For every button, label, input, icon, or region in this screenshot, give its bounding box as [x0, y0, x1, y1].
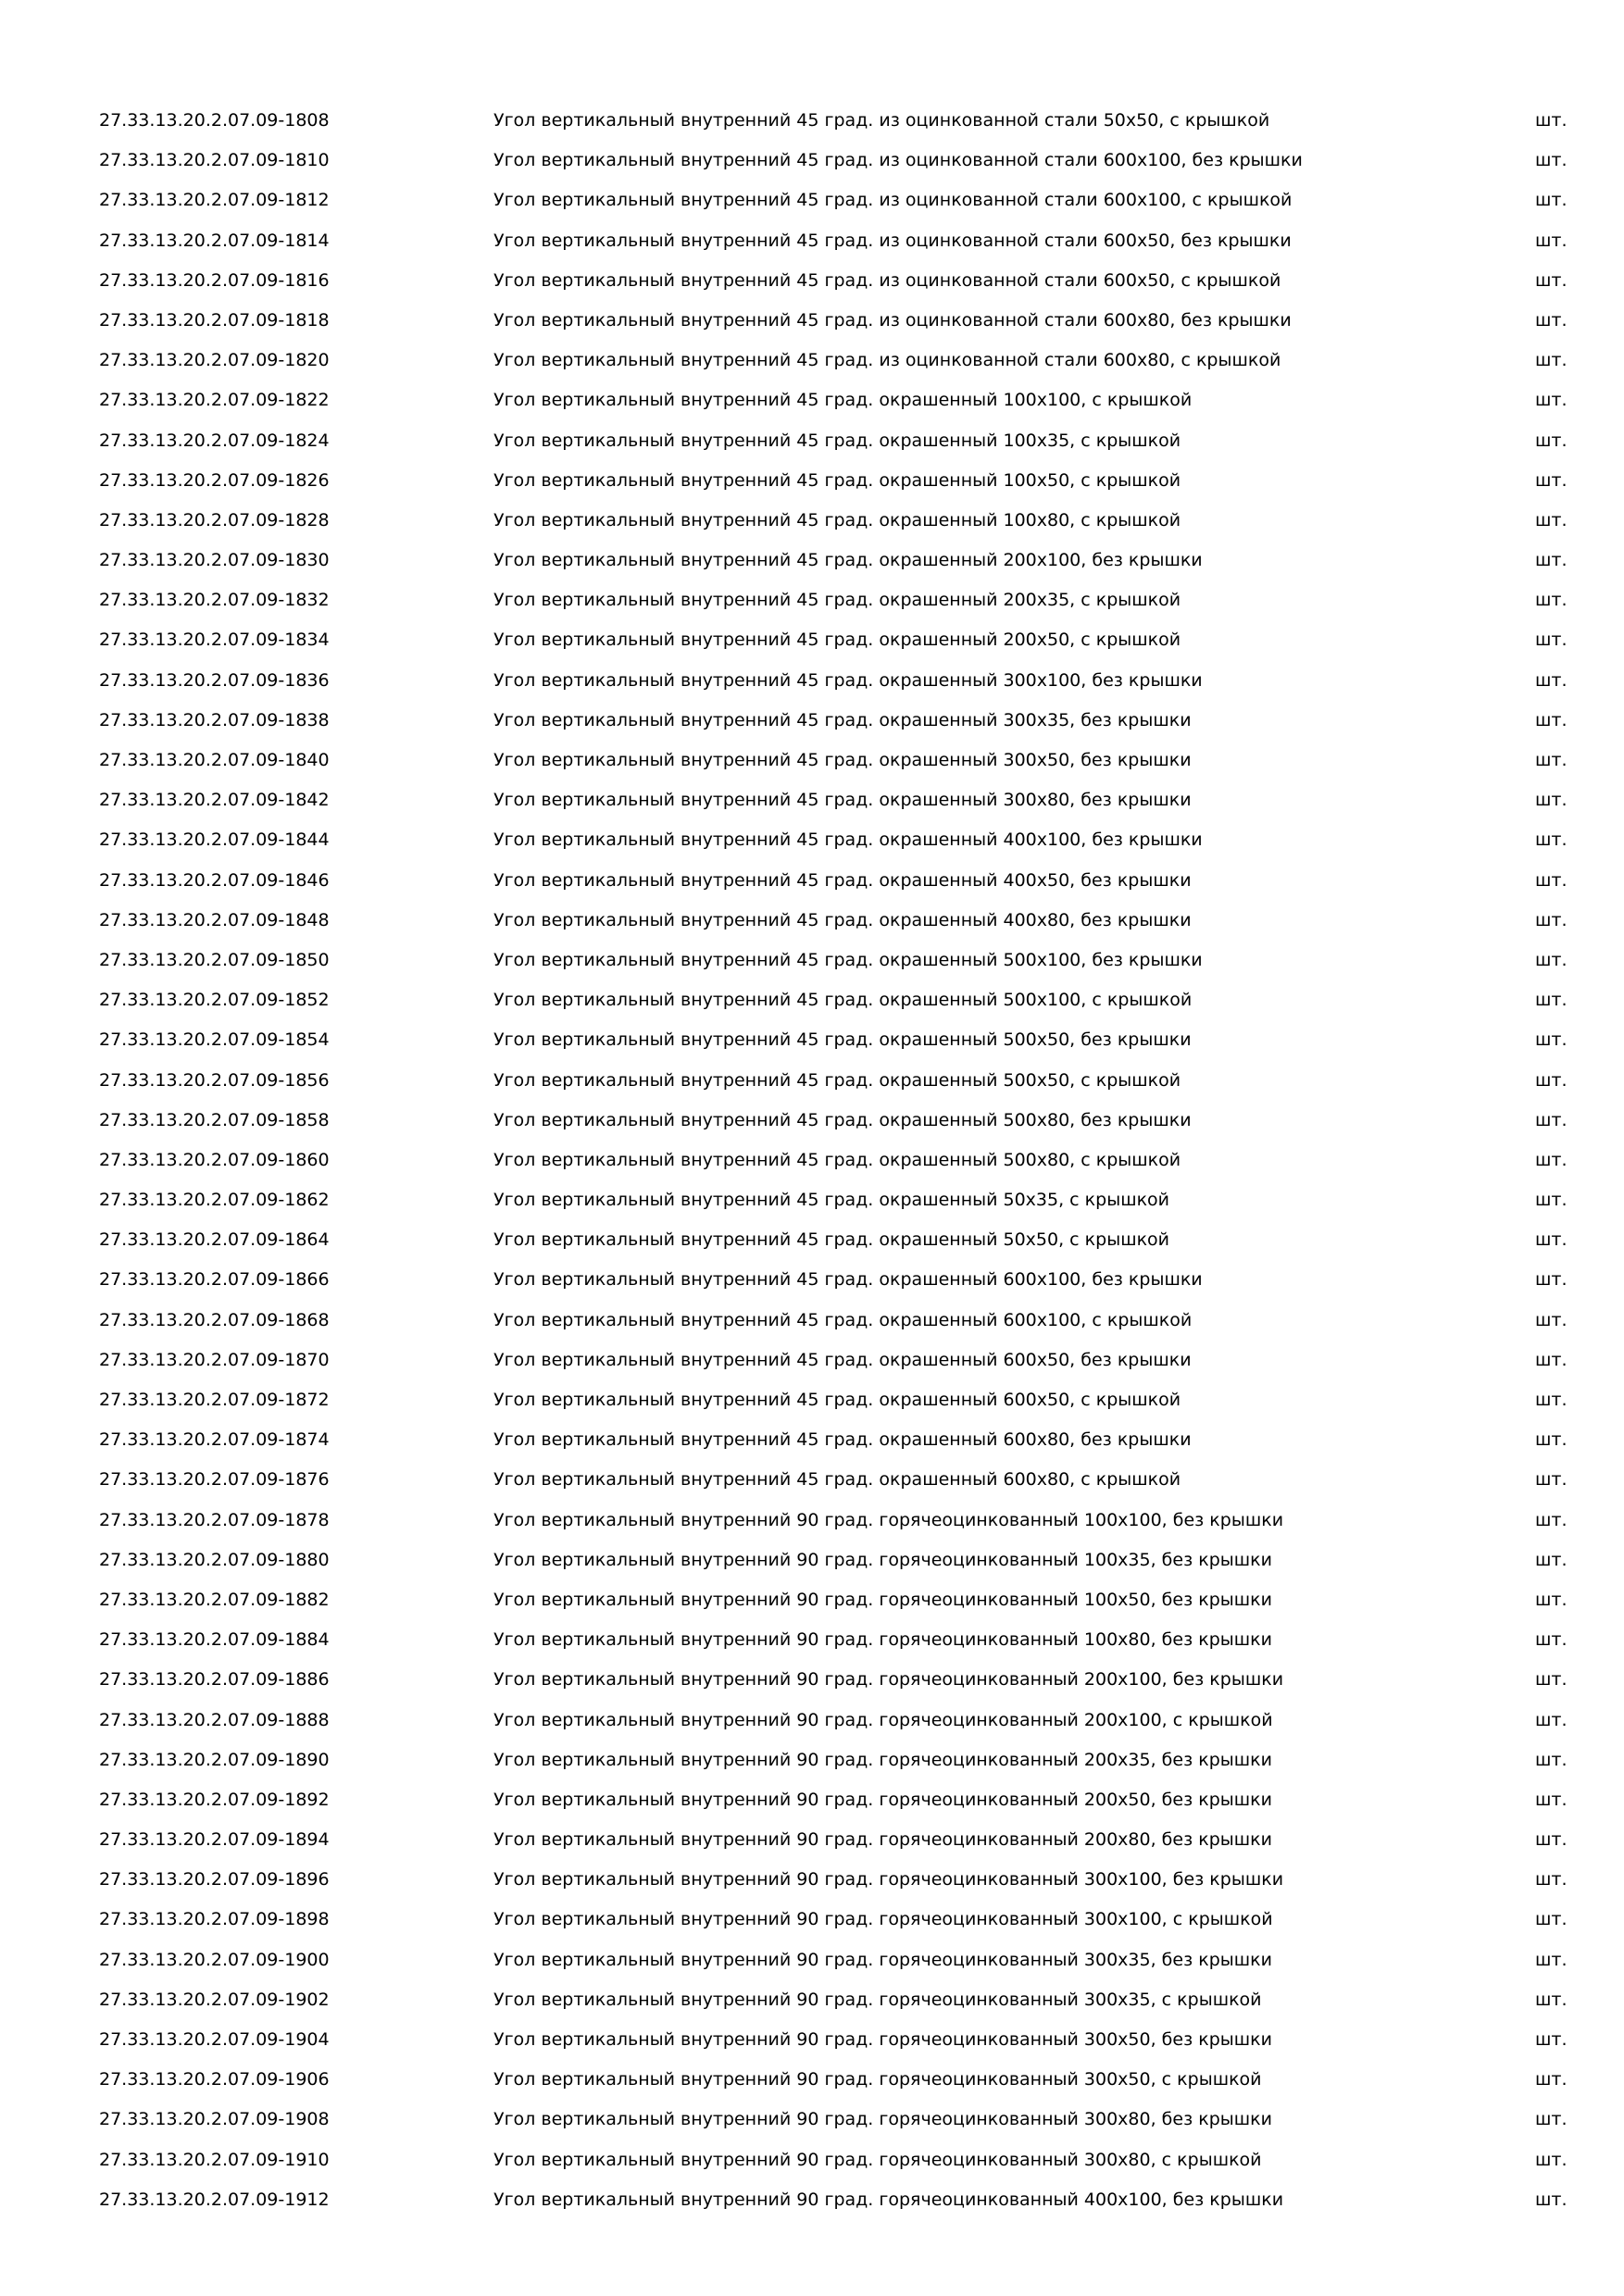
table-row	[0, 268, 1624, 308]
item-unit: шт.	[1535, 830, 1568, 851]
item-description: Угол вертикальный внутренний 45 град. окрашенный 400x100, без крышки	[493, 830, 1203, 851]
item-description: Угол вертикальный внутренний 90 град. горячеоцинкованный 200x100, без крышки	[493, 1669, 1284, 1691]
item-description: Угол вертикальный внутренний 45 град. окрашенный 500x50, с крышкой	[493, 1069, 1181, 1091]
item-unit: шт.	[1535, 1509, 1568, 1530]
table-row	[0, 1388, 1624, 1428]
item-unit: шт.	[1535, 2029, 1568, 2050]
item-description: Угол вертикальный внутренний 45 град. окрашенный 300x50, без крышки	[493, 750, 1192, 770]
item-description: Угол вертикальный внутренний 90 град. горячеоцинкованный 300x50, без крышки	[493, 2029, 1272, 2050]
table-row	[0, 1467, 1624, 1507]
item-unit: шт.	[1535, 1709, 1568, 1730]
table-row	[0, 468, 1624, 508]
item-description: Угол вертикальный внутренний 45 град. из оцинкованной стали 600x50, с крышкой	[493, 269, 1281, 291]
item-code: 27.33.13.20.2.07.09-1808	[99, 110, 330, 131]
item-description: Угол вертикальный внутренний 45 град. окрашенный 100x100, с крышкой	[493, 390, 1193, 411]
item-code: 27.33.13.20.2.07.09-1880	[99, 1549, 330, 1570]
table-row	[0, 108, 1624, 148]
item-unit: шт.	[1535, 309, 1568, 331]
table-row	[0, 1267, 1624, 1307]
table-row	[0, 1588, 1624, 1628]
item-code: 27.33.13.20.2.07.09-1856	[99, 1069, 330, 1091]
table-row	[0, 1548, 1624, 1588]
table-row	[0, 1907, 1624, 1947]
item-description: Угол вертикальный внутренний 45 град. окрашенный 50x50, с крышкой	[493, 1229, 1170, 1251]
table-row	[0, 508, 1624, 548]
item-description: Угол вертикальный внутренний 45 град. из оцинкованной стали 600x100, без крышки	[493, 150, 1303, 171]
item-description: Угол вертикальный внутренний 90 град. горячеоцинкованный 400x100, без крышки	[493, 2189, 1284, 2210]
item-unit: шт.	[1535, 1190, 1568, 1211]
item-code: 27.33.13.20.2.07.09-1816	[99, 269, 330, 291]
item-code: 27.33.13.20.2.07.09-1810	[99, 150, 330, 171]
item-code: 27.33.13.20.2.07.09-1852	[99, 990, 330, 1011]
item-code: 27.33.13.20.2.07.09-1842	[99, 790, 330, 811]
item-code: 27.33.13.20.2.07.09-1846	[99, 869, 330, 891]
item-description: Угол вертикальный внутренний 45 град. окрашенный 600x50, с крышкой	[493, 1390, 1181, 1410]
item-code: 27.33.13.20.2.07.09-1828	[99, 509, 330, 530]
table-row	[0, 1188, 1624, 1228]
item-description: Угол вертикальный внутренний 45 град. окрашенный 600x80, без крышки	[493, 1429, 1192, 1451]
table-row	[0, 1348, 1624, 1388]
item-code: 27.33.13.20.2.07.09-1832	[99, 590, 330, 611]
item-code: 27.33.13.20.2.07.09-1818	[99, 309, 330, 331]
table-row	[0, 1148, 1624, 1188]
item-code: 27.33.13.20.2.07.09-1904	[99, 2029, 330, 2050]
item-unit: шт.	[1535, 990, 1568, 1011]
table-row	[0, 308, 1624, 348]
table-row	[0, 908, 1624, 948]
item-description: Угол вертикальный внутренний 45 град. окрашенный 100x50, с крышкой	[493, 469, 1181, 491]
item-code: 27.33.13.20.2.07.09-1908	[99, 2109, 330, 2130]
item-code: 27.33.13.20.2.07.09-1814	[99, 230, 330, 251]
item-description: Угол вертикальный внутренний 90 град. горячеоцинкованный 200x100, с крышкой	[493, 1709, 1273, 1730]
item-description: Угол вертикальный внутренний 45 град. окрашенный 400x50, без крышки	[493, 869, 1192, 891]
item-unit: шт.	[1535, 790, 1568, 811]
table-row	[0, 1308, 1624, 1348]
item-unit: шт.	[1535, 2149, 1568, 2170]
item-unit: шт.	[1535, 469, 1568, 491]
item-description: Угол вертикальный внутренний 45 град. окрашенный 500x50, без крышки	[493, 1029, 1192, 1051]
item-unit: шт.	[1535, 709, 1568, 730]
item-unit: шт.	[1535, 1909, 1568, 1930]
table-row	[0, 868, 1624, 908]
item-description: Угол вертикальный внутренний 45 град. окрашенный 300x35, без крышки	[493, 709, 1192, 730]
item-unit: шт.	[1535, 1989, 1568, 2010]
item-code: 27.33.13.20.2.07.09-1884	[99, 1629, 330, 1651]
item-code: 27.33.13.20.2.07.09-1890	[99, 1749, 330, 1770]
item-code: 27.33.13.20.2.07.09-1888	[99, 1709, 330, 1730]
table-row	[0, 588, 1624, 628]
table-row	[0, 628, 1624, 668]
item-description: Угол вертикальный внутренний 90 град. горячеоцинкованный 100x50, без крышки	[493, 1589, 1272, 1610]
item-code: 27.33.13.20.2.07.09-1876	[99, 1469, 330, 1491]
price-list-table	[0, 108, 1624, 2227]
item-code: 27.33.13.20.2.07.09-1902	[99, 1989, 330, 2010]
item-code: 27.33.13.20.2.07.09-1836	[99, 669, 330, 691]
table-row	[0, 1508, 1624, 1548]
item-unit: шт.	[1535, 2069, 1568, 2090]
item-description: Угол вертикальный внутренний 90 град. горячеоцинкованный 300x80, без крышки	[493, 2109, 1272, 2130]
item-code: 27.33.13.20.2.07.09-1874	[99, 1429, 330, 1451]
item-unit: шт.	[1535, 1949, 1568, 1970]
item-description: Угол вертикальный внутренний 90 град. горячеоцинкованный 100x100, без крышки	[493, 1509, 1284, 1530]
item-code: 27.33.13.20.2.07.09-1900	[99, 1949, 330, 1970]
item-description: Угол вертикальный внутренний 90 град. горячеоцинкованный 300x35, без крышки	[493, 1949, 1272, 1970]
item-unit: шт.	[1535, 1229, 1568, 1251]
item-unit: шт.	[1535, 1349, 1568, 1370]
item-description: Угол вертикальный внутренний 45 град. окрашенный 500x80, без крышки	[493, 1109, 1192, 1130]
item-code: 27.33.13.20.2.07.09-1840	[99, 750, 330, 770]
table-row	[0, 2107, 1624, 2147]
item-code: 27.33.13.20.2.07.09-1824	[99, 430, 330, 451]
table-row	[0, 1628, 1624, 1667]
item-description: Угол вертикальный внутренний 45 град. окрашенный 600x100, с крышкой	[493, 1309, 1193, 1330]
item-description: Угол вертикальный внутренний 45 град. окрашенный 500x100, с крышкой	[493, 990, 1193, 1011]
item-unit: шт.	[1535, 1390, 1568, 1410]
item-unit: шт.	[1535, 1149, 1568, 1170]
table-row	[0, 1988, 1624, 2028]
item-code: 27.33.13.20.2.07.09-1850	[99, 949, 330, 970]
item-code: 27.33.13.20.2.07.09-1848	[99, 909, 330, 930]
item-unit: шт.	[1535, 1469, 1568, 1491]
item-code: 27.33.13.20.2.07.09-1870	[99, 1349, 330, 1370]
item-description: Угол вертикальный внутренний 45 град. окрашенный 200x100, без крышки	[493, 550, 1203, 571]
item-code: 27.33.13.20.2.07.09-1826	[99, 469, 330, 491]
item-unit: шт.	[1535, 1629, 1568, 1651]
item-code: 27.33.13.20.2.07.09-1820	[99, 350, 330, 371]
item-code: 27.33.13.20.2.07.09-1838	[99, 709, 330, 730]
item-unit: шт.	[1535, 2189, 1568, 2210]
item-unit: шт.	[1535, 909, 1568, 930]
table-row	[0, 668, 1624, 708]
item-description: Угол вертикальный внутренний 45 град. из оцинкованной стали 600x50, без крышки	[493, 230, 1292, 251]
item-unit: шт.	[1535, 190, 1568, 211]
item-unit: шт.	[1535, 1309, 1568, 1330]
item-unit: шт.	[1535, 1829, 1568, 1851]
table-row	[0, 348, 1624, 388]
item-code: 27.33.13.20.2.07.09-1882	[99, 1589, 330, 1610]
item-unit: шт.	[1535, 750, 1568, 770]
item-code: 27.33.13.20.2.07.09-1868	[99, 1309, 330, 1330]
item-code: 27.33.13.20.2.07.09-1910	[99, 2149, 330, 2170]
item-unit: шт.	[1535, 1429, 1568, 1451]
item-unit: шт.	[1535, 269, 1568, 291]
item-code: 27.33.13.20.2.07.09-1894	[99, 1829, 330, 1851]
table-row	[0, 1948, 1624, 1988]
item-unit: шт.	[1535, 1109, 1568, 1130]
table-row	[0, 948, 1624, 988]
item-description: Угол вертикальный внутренний 90 град. горячеоцинкованный 100x35, без крышки	[493, 1549, 1272, 1570]
table-row	[0, 1068, 1624, 1108]
item-description: Угол вертикальный внутренний 90 град. горячеоцинкованный 100x80, без крышки	[493, 1629, 1272, 1651]
item-description: Угол вертикальный внутренний 45 град. из оцинкованной стали 600x100, с крышкой	[493, 190, 1293, 211]
item-unit: шт.	[1535, 430, 1568, 451]
item-unit: шт.	[1535, 150, 1568, 171]
item-description: Угол вертикальный внутренний 45 град. окрашенный 400x80, без крышки	[493, 909, 1192, 930]
item-description: Угол вертикальный внутренний 45 град. из оцинкованной стали 600x80, с крышкой	[493, 350, 1281, 371]
item-description: Угол вертикальный внутренний 45 град. окрашенный 500x80, с крышкой	[493, 1149, 1181, 1170]
table-row	[0, 1828, 1624, 1867]
table-row	[0, 1788, 1624, 1828]
item-code: 27.33.13.20.2.07.09-1862	[99, 1190, 330, 1211]
item-description: Угол вертикальный внутренний 45 град. окрашенный 200x50, с крышкой	[493, 630, 1181, 651]
table-row	[0, 828, 1624, 867]
item-unit: шт.	[1535, 869, 1568, 891]
item-unit: шт.	[1535, 1789, 1568, 1810]
item-unit: шт.	[1535, 1269, 1568, 1291]
item-unit: шт.	[1535, 1589, 1568, 1610]
item-code: 27.33.13.20.2.07.09-1864	[99, 1229, 330, 1251]
item-description: Угол вертикальный внутренний 45 град. окрашенный 300x100, без крышки	[493, 669, 1203, 691]
item-unit: шт.	[1535, 110, 1568, 131]
table-row	[0, 1028, 1624, 1067]
item-unit: шт.	[1535, 509, 1568, 530]
item-unit: шт.	[1535, 350, 1568, 371]
table-row	[0, 1667, 1624, 1707]
item-description: Угол вертикальный внутренний 45 град. из оцинкованной стали 600x80, без крышки	[493, 309, 1292, 331]
item-unit: шт.	[1535, 1869, 1568, 1890]
item-unit: шт.	[1535, 1549, 1568, 1570]
item-code: 27.33.13.20.2.07.09-1898	[99, 1909, 330, 1930]
item-code: 27.33.13.20.2.07.09-1906	[99, 2069, 330, 2090]
table-row	[0, 708, 1624, 748]
item-description: Угол вертикальный внутренний 90 град. горячеоцинкованный 200x35, без крышки	[493, 1749, 1272, 1770]
table-row	[0, 148, 1624, 188]
item-code: 27.33.13.20.2.07.09-1892	[99, 1789, 330, 1810]
item-unit: шт.	[1535, 669, 1568, 691]
item-code: 27.33.13.20.2.07.09-1834	[99, 630, 330, 651]
item-unit: шт.	[1535, 590, 1568, 611]
table-row	[0, 429, 1624, 468]
item-code: 27.33.13.20.2.07.09-1822	[99, 390, 330, 411]
item-code: 27.33.13.20.2.07.09-1812	[99, 190, 330, 211]
item-description: Угол вертикальный внутренний 90 град. горячеоцинкованный 300x35, с крышкой	[493, 1989, 1262, 2010]
item-unit: шт.	[1535, 1669, 1568, 1691]
item-code: 27.33.13.20.2.07.09-1896	[99, 1869, 330, 1890]
table-row	[0, 388, 1624, 428]
item-description: Угол вертикальный внутренний 45 град. окрашенный 200x35, с крышкой	[493, 590, 1181, 611]
item-unit: шт.	[1535, 630, 1568, 651]
item-unit: шт.	[1535, 1749, 1568, 1770]
table-row	[0, 2188, 1624, 2227]
item-unit: шт.	[1535, 1069, 1568, 1091]
item-code: 27.33.13.20.2.07.09-1860	[99, 1149, 330, 1170]
item-code: 27.33.13.20.2.07.09-1858	[99, 1109, 330, 1130]
item-description: Угол вертикальный внутренний 90 град. горячеоцинкованный 300x50, с крышкой	[493, 2069, 1262, 2090]
table-row	[0, 1708, 1624, 1748]
table-row	[0, 988, 1624, 1028]
item-description: Угол вертикальный внутренний 45 град. окрашенный 600x100, без крышки	[493, 1269, 1203, 1291]
item-description: Угол вертикальный внутренний 45 град. окрашенный 300x80, без крышки	[493, 790, 1192, 811]
item-description: Угол вертикальный внутренний 90 град. горячеоцинкованный 300x100, с крышкой	[493, 1909, 1273, 1930]
item-description: Угол вертикальный внутренний 90 град. горячеоцинкованный 200x50, без крышки	[493, 1789, 1272, 1810]
table-row	[0, 2028, 1624, 2067]
table-row	[0, 1748, 1624, 1788]
item-description: Угол вертикальный внутренний 45 град. из оцинкованной стали 50x50, с крышкой	[493, 110, 1270, 131]
item-description: Угол вертикальный внутренний 45 град. окрашенный 500x100, без крышки	[493, 949, 1203, 970]
item-code: 27.33.13.20.2.07.09-1886	[99, 1669, 330, 1691]
item-description: Угол вертикальный внутренний 45 град. окрашенный 600x80, с крышкой	[493, 1469, 1181, 1491]
table-row	[0, 229, 1624, 268]
item-description: Угол вертикальный внутренний 45 град. окрашенный 600x50, без крышки	[493, 1349, 1192, 1370]
table-row	[0, 2148, 1624, 2188]
table-row	[0, 788, 1624, 828]
item-description: Угол вертикальный внутренний 45 град. окрашенный 100x35, с крышкой	[493, 430, 1181, 451]
item-code: 27.33.13.20.2.07.09-1866	[99, 1269, 330, 1291]
table-row	[0, 188, 1624, 228]
item-description: Угол вертикальный внутренний 90 град. горячеоцинкованный 300x100, без крышки	[493, 1869, 1284, 1890]
item-unit: шт.	[1535, 1029, 1568, 1051]
item-code: 27.33.13.20.2.07.09-1830	[99, 550, 330, 571]
table-row	[0, 1108, 1624, 1148]
table-row	[0, 1428, 1624, 1467]
item-code: 27.33.13.20.2.07.09-1912	[99, 2189, 330, 2210]
item-unit: шт.	[1535, 949, 1568, 970]
item-unit: шт.	[1535, 2109, 1568, 2130]
item-description: Угол вертикальный внутренний 45 град. окрашенный 50x35, с крышкой	[493, 1190, 1170, 1211]
item-code: 27.33.13.20.2.07.09-1878	[99, 1509, 330, 1530]
table-row	[0, 548, 1624, 588]
item-code: 27.33.13.20.2.07.09-1844	[99, 830, 330, 851]
item-description: Угол вертикальный внутренний 90 град. горячеоцинкованный 300x80, с крышкой	[493, 2149, 1262, 2170]
table-row	[0, 1228, 1624, 1267]
item-description: Угол вертикальный внутренний 90 град. горячеоцинкованный 200x80, без крышки	[493, 1829, 1272, 1851]
item-unit: шт.	[1535, 230, 1568, 251]
table-row	[0, 748, 1624, 788]
item-description: Угол вертикальный внутренний 45 град. окрашенный 100x80, с крышкой	[493, 509, 1181, 530]
item-unit: шт.	[1535, 550, 1568, 571]
table-row	[0, 1867, 1624, 1907]
table-row	[0, 2067, 1624, 2107]
item-code: 27.33.13.20.2.07.09-1872	[99, 1390, 330, 1410]
item-unit: шт.	[1535, 390, 1568, 411]
item-code: 27.33.13.20.2.07.09-1854	[99, 1029, 330, 1051]
